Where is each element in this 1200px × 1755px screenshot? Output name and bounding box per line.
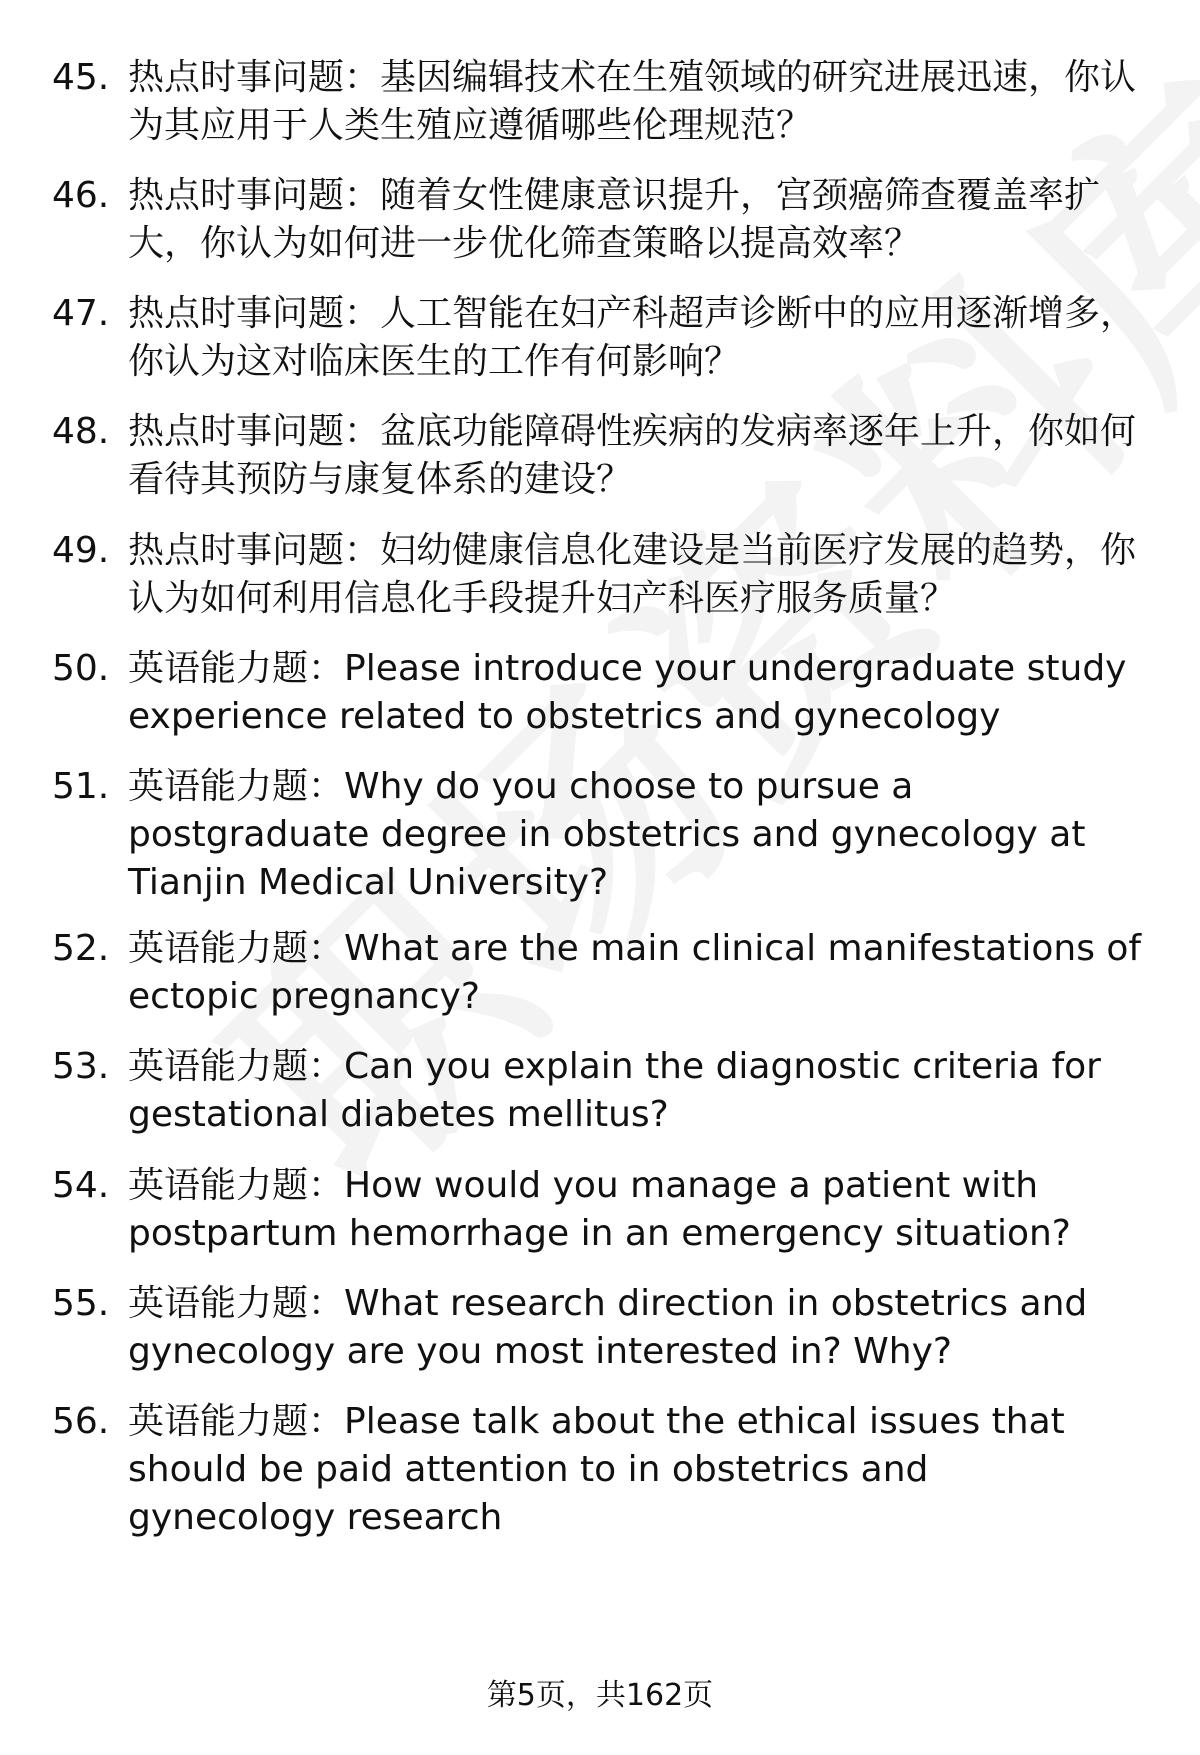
- question-text: [128, 1043, 1144, 1139]
- question-number: 49.: [52, 530, 110, 571]
- question-category: 英语能力题：: [128, 648, 345, 689]
- question-body: Why do you choose to pursue a postgraduate degree in obstetrics and gynecology at Tianjin Medical University?: [128, 766, 1086, 903]
- question-category: 热点时事问题：: [128, 57, 381, 98]
- question-category: 热点时事问题：: [128, 293, 381, 334]
- question-number: 55.: [52, 1283, 110, 1324]
- question-category: 英语能力题：: [128, 766, 345, 807]
- question-category: 英语能力题：: [128, 1401, 345, 1442]
- question-text: [128, 645, 1144, 741]
- question-body: 妇幼健康信息化建设是当前医疗发展的趋势，你认为如何利用信息化手段提升妇产科医疗服务质量？: [128, 530, 1137, 619]
- question-text: [128, 290, 1144, 386]
- question-text: [128, 763, 1144, 907]
- question-text: [128, 408, 1144, 504]
- question-category: 英语能力题：: [128, 1165, 345, 1206]
- question-number: 50.: [52, 648, 110, 689]
- question-text: [128, 1162, 1144, 1258]
- question-number: 48.: [52, 411, 110, 452]
- question-text: [128, 1280, 1144, 1376]
- question-text: [128, 925, 1144, 1021]
- question-number: 56.: [52, 1401, 110, 1442]
- question-text: [128, 1398, 1144, 1542]
- question-body: How would you manage a patient with postpartum hemorrhage in an emergency situation?: [128, 1165, 1071, 1254]
- question-text: [128, 54, 1144, 150]
- question-category: 热点时事问题：: [128, 411, 381, 452]
- question-body: 基因编辑技术在生殖领域的研究进展迅速，你认为其应用于人类生殖应遵循哪些伦理规范？: [128, 57, 1137, 146]
- question-number: 52.: [52, 928, 110, 969]
- question-number: 51.: [52, 766, 110, 807]
- question-text: [128, 172, 1144, 268]
- question-body: What are the main clinical manifestations of ectopic pregnancy?: [128, 928, 1142, 1017]
- question-number: 47.: [52, 293, 110, 334]
- question-body: Please talk about the ethical issues that should be paid attention to in obstetrics and gynecology research: [128, 1401, 1065, 1538]
- question-text: [128, 527, 1144, 623]
- question-body: What research direction in obstetrics and gynecology are you most interested in? Why?: [128, 1283, 1088, 1372]
- question-number: 46.: [52, 175, 110, 216]
- question-body: 人工智能在妇产科超声诊断中的应用逐渐增多，你认为这对临床医生的工作有何影响？: [128, 293, 1137, 382]
- question-number: 54.: [52, 1165, 110, 1206]
- question-number: 53.: [52, 1046, 110, 1087]
- question-category: 英语能力题：: [128, 928, 345, 969]
- question-number: 45.: [52, 57, 110, 98]
- page-number-label: 第5页，共162页: [486, 1678, 714, 1713]
- question-category: 热点时事问题：: [128, 530, 381, 571]
- question-body: Please introduce your undergraduate study experience related to obstetrics and gynecology: [128, 648, 1127, 737]
- question-category: 热点时事问题：: [128, 175, 381, 216]
- question-category: 英语能力题：: [128, 1046, 345, 1087]
- page-footer: [0, 1676, 1200, 1716]
- question-body: 盆底功能障碍性疾病的发病率逐年上升，你如何看待其预防与康复体系的建设？: [128, 411, 1137, 500]
- question-body: Can you explain the diagnostic criteria for gestational diabetes mellitus?: [128, 1046, 1101, 1135]
- question-body: 随着女性健康意识提升，宫颈癌筛查覆盖率扩大，你认为如何进一步优化筛查策略以提高效率？: [128, 175, 1101, 264]
- question-category: 英语能力题：: [128, 1283, 345, 1324]
